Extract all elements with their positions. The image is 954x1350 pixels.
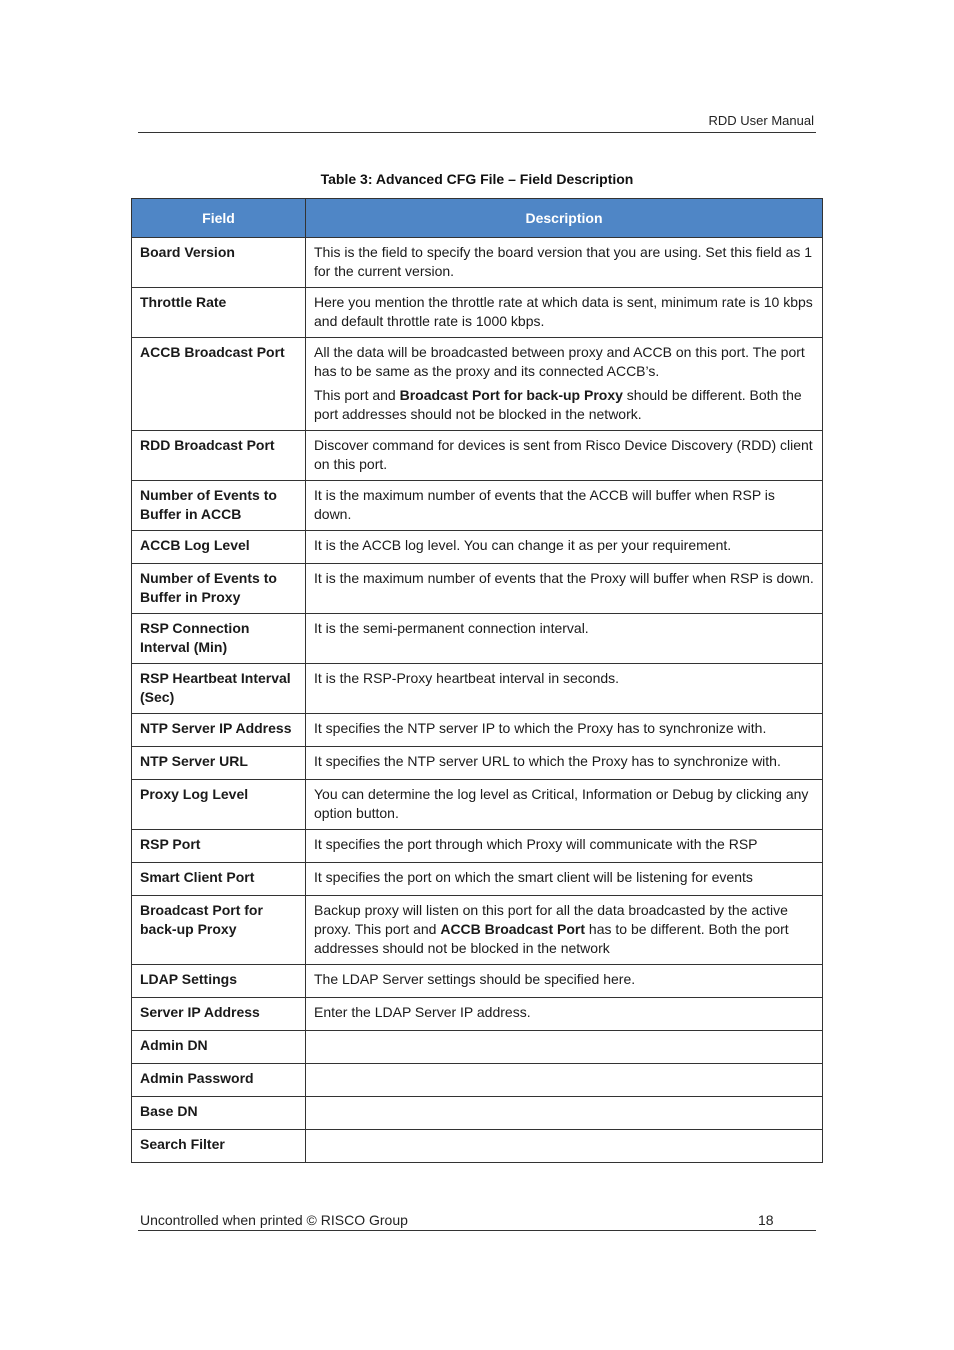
field-name-cell xyxy=(132,431,306,481)
description-paragraph: It specifies the NTP server URL to which the Proxy has to synchronize with. xyxy=(314,753,781,769)
table-row xyxy=(132,431,823,481)
description-text: has to be different. Both the port addresses should not be blocked in the network xyxy=(314,921,789,956)
field-name: Admin DN xyxy=(140,1037,208,1053)
field-name: Admin Password xyxy=(140,1070,254,1086)
description-text: Backup proxy will listen on this port for all the data broadcasted by the active proxy. This port and xyxy=(314,902,788,937)
field-name-cell xyxy=(132,564,306,614)
description-cell xyxy=(306,288,823,338)
table-row xyxy=(132,288,823,338)
table-row xyxy=(132,965,823,998)
description-paragraph: It is the maximum number of events that the Proxy will buffer when RSP is down. xyxy=(314,570,814,586)
description-paragraph: It is the ACCB log level. You can change it as per your requirement. xyxy=(314,537,732,553)
field-name: RSP Connection Interval (Min) xyxy=(140,620,250,655)
field-name-cell xyxy=(132,238,306,288)
description-paragraph xyxy=(314,386,814,424)
page-number: 18 xyxy=(758,1212,774,1228)
description-cell xyxy=(306,1064,823,1097)
field-name-cell xyxy=(132,747,306,780)
description-cell xyxy=(306,1130,823,1163)
description-cell xyxy=(306,830,823,863)
running-header: RDD User Manual xyxy=(708,113,814,128)
field-name-cell xyxy=(132,830,306,863)
table-row xyxy=(132,830,823,863)
description-cell xyxy=(306,531,823,564)
field-name-cell xyxy=(132,531,306,564)
header-rule xyxy=(138,132,816,133)
description-cell xyxy=(306,896,823,965)
field-name: Broadcast Port for back-up Proxy xyxy=(140,902,263,937)
field-description-table xyxy=(131,198,823,1163)
table-row xyxy=(132,896,823,965)
description-cell xyxy=(306,1031,823,1064)
description-paragraph: Discover command for devices is sent from Risco Device Discovery (RDD) client on this port. xyxy=(314,437,813,472)
description-cell xyxy=(306,614,823,664)
field-name: RDD Broadcast Port xyxy=(140,437,275,453)
table-row xyxy=(132,564,823,614)
description-paragraph xyxy=(314,901,814,958)
table-body xyxy=(132,238,823,1163)
description-paragraph: It is the semi-permanent connection interval. xyxy=(314,620,589,636)
description-cell xyxy=(306,564,823,614)
table-row xyxy=(132,998,823,1031)
footer-copyright: Uncontrolled when printed © RISCO Group xyxy=(140,1212,408,1228)
description-paragraph: The LDAP Server settings should be specified here. xyxy=(314,971,636,987)
description-paragraph: It is the maximum number of events that the ACCB will buffer when RSP is down. xyxy=(314,487,775,522)
table-row xyxy=(132,531,823,564)
field-name: NTP Server IP Address xyxy=(140,720,292,736)
description-paragraph: You can determine the log level as Critical, Information or Debug by clicking any option button. xyxy=(314,786,809,821)
field-name-cell xyxy=(132,863,306,896)
field-name-cell xyxy=(132,338,306,431)
table-row xyxy=(132,714,823,747)
column-header-field: Field xyxy=(132,199,306,238)
table-header-row xyxy=(132,199,823,238)
field-name: RSP Heartbeat Interval (Sec) xyxy=(140,670,291,705)
field-name-cell xyxy=(132,664,306,714)
description-cell xyxy=(306,481,823,531)
description-cell xyxy=(306,431,823,481)
description-paragraph: This is the field to specify the board version that you are using. Set this field as 1 for the current version. xyxy=(314,244,813,279)
description-cell xyxy=(306,238,823,288)
field-name-cell xyxy=(132,714,306,747)
field-name-cell xyxy=(132,780,306,830)
description-cell xyxy=(306,664,823,714)
field-name-cell xyxy=(132,481,306,531)
table-row xyxy=(132,1064,823,1097)
field-name: Number of Events to Buffer in Proxy xyxy=(140,570,277,605)
field-name-cell xyxy=(132,896,306,965)
description-paragraph: Enter the LDAP Server IP address. xyxy=(314,1004,531,1020)
description-paragraph: All the data will be broadcasted between proxy and ACCB on this port. The port has to be same as the proxy and its connected ACCB’s. xyxy=(314,344,805,379)
table-row xyxy=(132,780,823,830)
description-paragraph: Here you mention the throttle rate at which data is sent, minimum rate is 10 kbps and default throttle rate is 1000 kbps. xyxy=(314,294,813,329)
table-row xyxy=(132,1130,823,1163)
table-row xyxy=(132,481,823,531)
table-caption: Table 3: Advanced CFG File – Field Description xyxy=(320,171,634,187)
table-row xyxy=(132,338,823,431)
field-name-cell xyxy=(132,1064,306,1097)
footer-rule xyxy=(138,1230,816,1231)
field-name-cell xyxy=(132,998,306,1031)
table-row xyxy=(132,863,823,896)
field-name: Smart Client Port xyxy=(140,869,255,885)
description-cell xyxy=(306,998,823,1031)
field-name: Search Filter xyxy=(140,1136,225,1152)
description-text: This port and xyxy=(314,387,400,403)
field-name: Server IP Address xyxy=(140,1004,260,1020)
description-cell xyxy=(306,714,823,747)
field-name: Number of Events to Buffer in ACCB xyxy=(140,487,277,522)
table-row xyxy=(132,664,823,714)
description-cell xyxy=(306,863,823,896)
description-cell xyxy=(306,965,823,998)
field-name: LDAP Settings xyxy=(140,971,237,987)
field-name: Board Version xyxy=(140,244,235,260)
field-name-cell xyxy=(132,614,306,664)
field-name-cell xyxy=(132,288,306,338)
field-name-cell xyxy=(132,1031,306,1064)
table-row xyxy=(132,614,823,664)
description-paragraph: It specifies the NTP server IP to which the Proxy has to synchronize with. xyxy=(314,720,767,736)
column-header-description: Description xyxy=(306,199,823,238)
description-cell xyxy=(306,780,823,830)
field-name: Proxy Log Level xyxy=(140,786,249,802)
field-name: Throttle Rate xyxy=(140,294,227,310)
field-name-cell xyxy=(132,1097,306,1130)
description-paragraph: It specifies the port through which Proxy will communicate with the RSP xyxy=(314,836,758,852)
description-paragraph: It is the RSP-Proxy heartbeat interval in seconds. xyxy=(314,670,620,686)
field-name: ACCB Broadcast Port xyxy=(140,344,285,360)
table-row xyxy=(132,747,823,780)
table-row xyxy=(132,1031,823,1064)
field-name: RSP Port xyxy=(140,836,201,852)
table-row xyxy=(132,1097,823,1130)
description-bold-reference: Broadcast Port for back-up Proxy xyxy=(399,387,623,403)
description-cell xyxy=(306,747,823,780)
description-cell xyxy=(306,338,823,431)
field-name: NTP Server URL xyxy=(140,753,248,769)
field-name-cell xyxy=(132,965,306,998)
field-name-cell xyxy=(132,1130,306,1163)
description-text: should be different. Both the port addresses should not be blocked in the network. xyxy=(314,387,802,422)
description-cell xyxy=(306,1097,823,1130)
description-bold-reference: ACCB Broadcast Port xyxy=(440,921,586,937)
description-paragraph: It specifies the port on which the smart client will be listening for events xyxy=(314,869,753,885)
field-name: Base DN xyxy=(140,1103,198,1119)
field-name: ACCB Log Level xyxy=(140,537,250,553)
table-row xyxy=(132,238,823,288)
